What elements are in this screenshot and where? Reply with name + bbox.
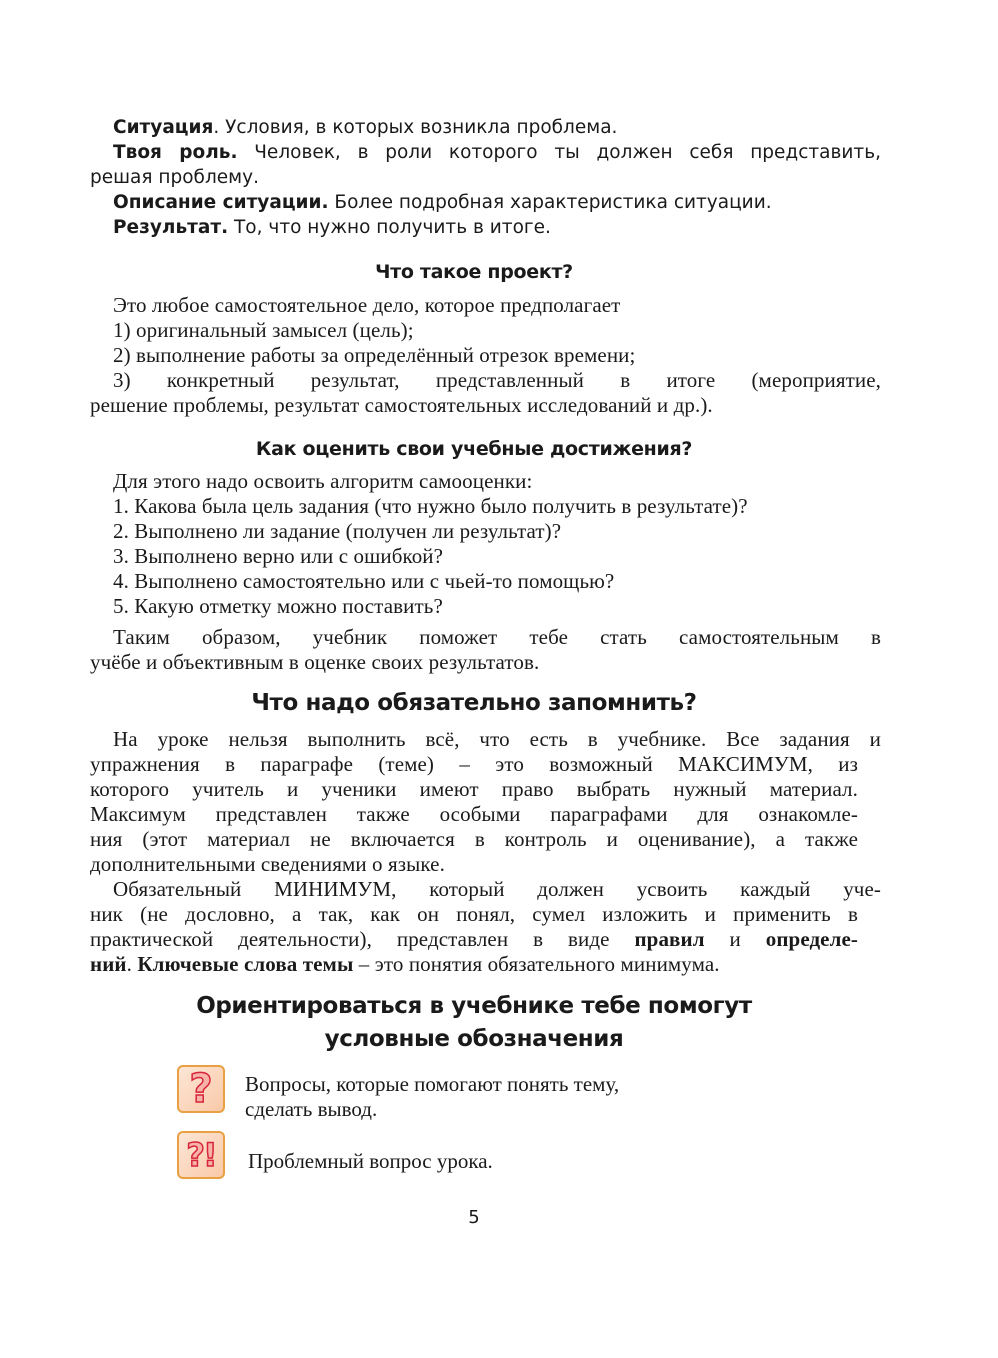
text: . xyxy=(126,952,138,976)
assessment-step: 5. Какую отметку можно поставить? xyxy=(113,594,443,618)
assessment-step: 2. Выполнено ли задание (получен ли результат)? xyxy=(113,519,562,543)
remember-p1-line: которого учитель и ученики имеют право выбрать нужный материал. xyxy=(90,777,858,801)
keyword-rules: правил xyxy=(634,927,705,951)
remember-p1-line: дополнительными сведениями о языке. xyxy=(90,852,445,876)
term: Ситуация xyxy=(113,117,214,138)
assessment-step: 3. Выполнено верно или с ошибкой? xyxy=(113,544,444,568)
term: Описание ситуации. xyxy=(113,192,329,213)
remember-p2-line: Обязательный МИНИМУМ, который должен усвоить каждый уче- xyxy=(113,877,881,901)
definition-text: То, что нужно получить в итоге. xyxy=(228,217,551,238)
definition-text: Более подробная характеристика ситуации. xyxy=(328,192,772,213)
section-heading-remember: Что надо обязательно запомнить? xyxy=(251,690,697,716)
section-heading-assessment: Как оценить свои учебные достижения? xyxy=(255,438,693,460)
legend-text-questions-line1: Вопросы, которые помогают понять тему, xyxy=(245,1072,620,1096)
definition-role xyxy=(90,142,881,163)
project-item: 2) выполнение работы за определённый отрезок времени; xyxy=(113,343,636,367)
keyword-definitions: определе- xyxy=(765,927,858,951)
legend-text-problem-question: Проблемный вопрос урока. xyxy=(248,1149,493,1173)
remember-p2-line: ник (не дословно, а так, как он понял, сумел изложить и применить в xyxy=(90,902,858,926)
question-exclamation-glyph: ?! xyxy=(186,1136,216,1174)
remember-p2-line xyxy=(90,927,858,952)
project-item: 1) оригинальный замысел (цель); xyxy=(113,318,414,342)
definition-text: Человек, в роли которого ты должен себя представить, xyxy=(237,142,881,163)
keyword-definitions-cont: ний xyxy=(90,952,127,976)
problem-question-icon xyxy=(177,1131,225,1179)
remember-p2-line xyxy=(90,952,858,977)
project-item: 3) конкретный результат, представленный в итоге (мероприятие, xyxy=(113,368,881,392)
legend-text-questions-line2: сделать вывод. xyxy=(245,1097,378,1121)
assessment-step: 1. Какова была цель задания (что нужно было получить в результате)? xyxy=(113,494,748,518)
assessment-step: 4. Выполнено самостоятельно или с чьей-то помощью? xyxy=(113,569,615,593)
term: Результат. xyxy=(113,217,229,238)
remember-p1-line: На уроке нельзя выполнить всё, что есть в учебнике. Все задания и xyxy=(113,727,881,751)
section-heading-project: Что такое проект? xyxy=(375,261,573,283)
text: практической деятельности), представлен в виде xyxy=(90,927,635,951)
definition-description xyxy=(90,192,881,213)
remember-p1-line: ния (этот материал не включается в контроль и оценивание), а также xyxy=(90,827,858,851)
text: – это понятия обязательного минимума. xyxy=(353,952,720,976)
separator: . xyxy=(213,117,220,138)
text: и xyxy=(704,927,766,951)
project-intro: Это любое самостоятельное дело, которое предполагает xyxy=(113,293,621,317)
project-item-cont: решение проблемы, результат самостоятельных исследований и др.). xyxy=(90,393,713,417)
definition-role-cont: решая проблему. xyxy=(90,167,259,188)
question-mark-glyph: ? xyxy=(189,1066,213,1112)
question-icon xyxy=(177,1065,225,1113)
assessment-intro: Для этого надо освоить алгоритм самооценки: xyxy=(113,469,533,493)
legend-heading-line1: Ориентироваться в учебнике тебе помогут xyxy=(196,993,752,1019)
definition-result xyxy=(90,217,881,238)
assessment-conclusion-cont: учёбе и объективным в оценке своих результатов. xyxy=(90,650,540,674)
term: Твоя роль. xyxy=(113,142,238,163)
page-number: 5 xyxy=(468,1207,480,1228)
definition-situation xyxy=(90,117,881,138)
remember-p1-line: Максимум представлен также особыми параграфами для ознакомле- xyxy=(90,802,858,826)
legend-heading-line2: условные обозначения xyxy=(324,1026,624,1052)
definition-text: Условия, в которых возникла проблема. xyxy=(219,117,618,138)
remember-p1-line: упражнения в параграфе (теме) – это возможный МАКСИМУМ, из xyxy=(90,752,858,776)
keyword-key-words: Ключевые слова темы xyxy=(137,952,354,976)
assessment-conclusion: Таким образом, учебник поможет тебе стать самостоятельным в xyxy=(113,625,881,649)
